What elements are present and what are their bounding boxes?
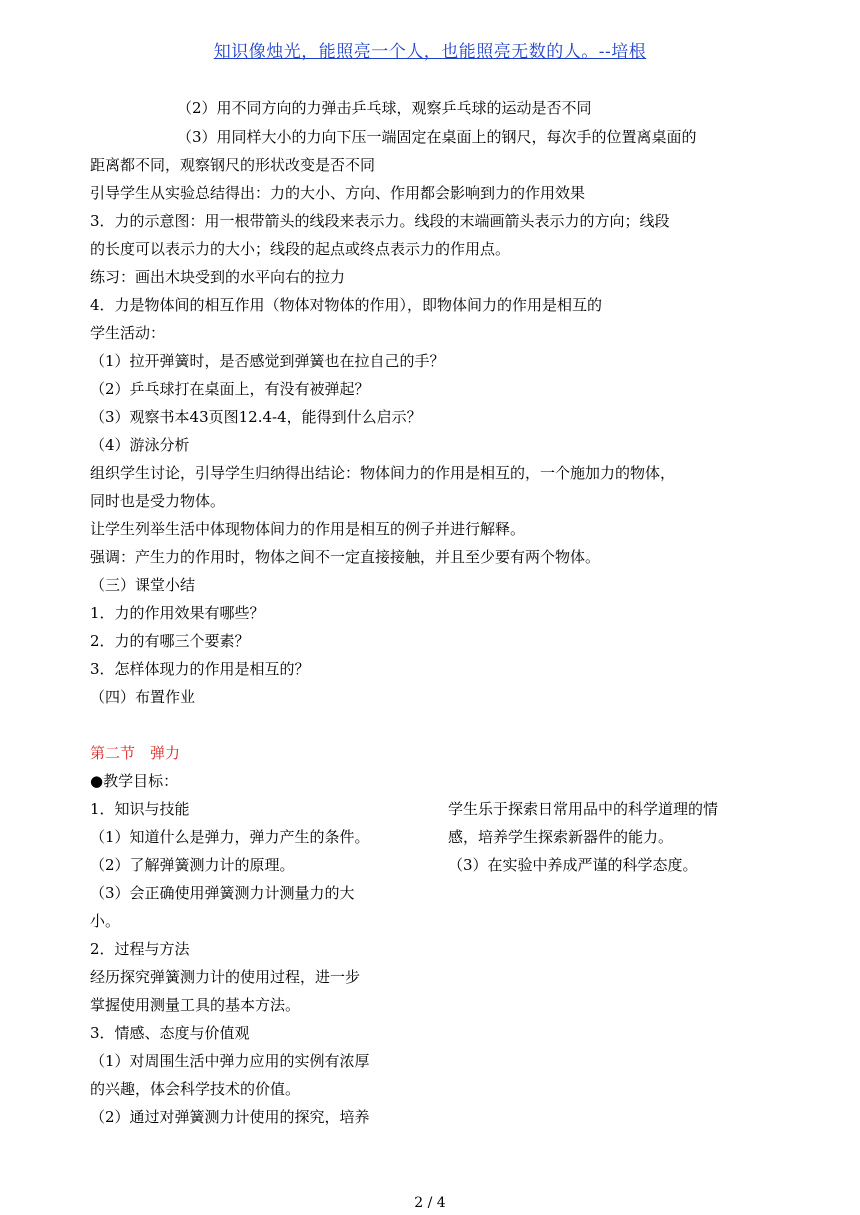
body-line: 组织学生讨论，引导学生归纳得出结论：物体间力的作用是相互的，一个施加力的物体， [90, 464, 676, 482]
body-line: 同时也是受力物体。 [90, 492, 226, 510]
body-line: （2）用不同方向的力弹击乒乓球，观察乒乓球的运动是否不同 [177, 99, 592, 117]
left-column-line: （1）知道什么是弹力，弹力产生的条件。 [90, 828, 370, 846]
left-column-line: （2）通过对弹簧测力计使用的探究，培养 [90, 1108, 370, 1126]
body-line: （三）课堂小结 [90, 576, 196, 594]
body-line: 3．力的示意图：用一根带箭头的线段来表示力。线段的末端画箭头表示力的方向；线段 [90, 212, 670, 230]
header-motto: 知识像烛光，能照亮一个人，也能照亮无数的人。--培根 [213, 42, 647, 62]
right-column-line: 感，培养学生探索新器件的能力。 [448, 828, 674, 846]
body-line: （4）游泳分析 [90, 436, 190, 454]
left-column-line: （2）了解弹簧测力计的原理。 [90, 856, 295, 874]
left-column-line: 经历探究弹簧测力计的使用过程，进一步 [90, 968, 361, 986]
right-column-line: （3）在实验中养成严谨的科学态度。 [448, 856, 698, 874]
left-column-line: 3．情感、态度与价值观 [90, 1024, 250, 1042]
body-line: 1．力的作用效果有哪些？ [90, 604, 265, 622]
body-line: 强调：产生力的作用时，物体之间不一定直接接触，并且至少要有两个物体。 [90, 548, 601, 566]
body-line: 让学生列举生活中体现物体间力的作用是相互的例子并进行解释。 [90, 520, 526, 538]
left-column-line: （3）会正确使用弹簧测力计测量力的大 [90, 884, 355, 902]
body-line: （3）用同样大小的力向下压一端固定在桌面上的钢尺，每次手的位置离桌面的 [177, 128, 697, 146]
left-column-line: 2．过程与方法 [90, 940, 190, 958]
body-line: 引导学生从实验总结得出：力的大小、方向、作用都会影响到力的作用效果 [90, 184, 586, 202]
body-line: （四）布置作业 [90, 688, 196, 706]
left-column-line: 小。 [90, 912, 121, 930]
body-line: 距离都不同，观察钢尺的形状改变是否不同 [90, 156, 376, 174]
body-line: 学生活动： [90, 324, 166, 342]
left-column-line: 1．知识与技能 [90, 800, 190, 818]
left-column-line: 的兴趣，体会科学技术的价值。 [90, 1080, 301, 1098]
body-line: 2．力的有哪三个要素？ [90, 632, 250, 650]
section-title: 第二节 弹力 [90, 744, 181, 762]
left-column-line: 掌握使用测量工具的基本方法。 [90, 996, 301, 1014]
body-line: 4．力是物体间的相互作用（物体对物体的作用），即物体间力的作用是相互的 [90, 296, 603, 314]
body-line: 的长度可以表示力的大小；线段的起点或终点表示力的作用点。 [90, 240, 511, 258]
body-line: （1）拉开弹簧时，是否感觉到弹簧也在拉自己的手？ [90, 352, 445, 370]
right-column-line: 学生乐于探索日常用品中的科学道理的情 [448, 800, 719, 818]
goals-heading: ●教学目标： [90, 772, 179, 790]
body-line: （2）乒乓球打在桌面上，有没有被弹起？ [90, 380, 370, 398]
body-line: （3）观察书本43页图12.4-4，能得到什么启示？ [90, 408, 422, 426]
page-number: 2 / 4 [414, 1195, 446, 1211]
body-line: 3．怎样体现力的作用是相互的？ [90, 660, 310, 678]
body-line: 练习：画出木块受到的水平向右的拉力 [90, 268, 346, 286]
left-column-line: （1）对周围生活中弹力应用的实例有浓厚 [90, 1052, 370, 1070]
